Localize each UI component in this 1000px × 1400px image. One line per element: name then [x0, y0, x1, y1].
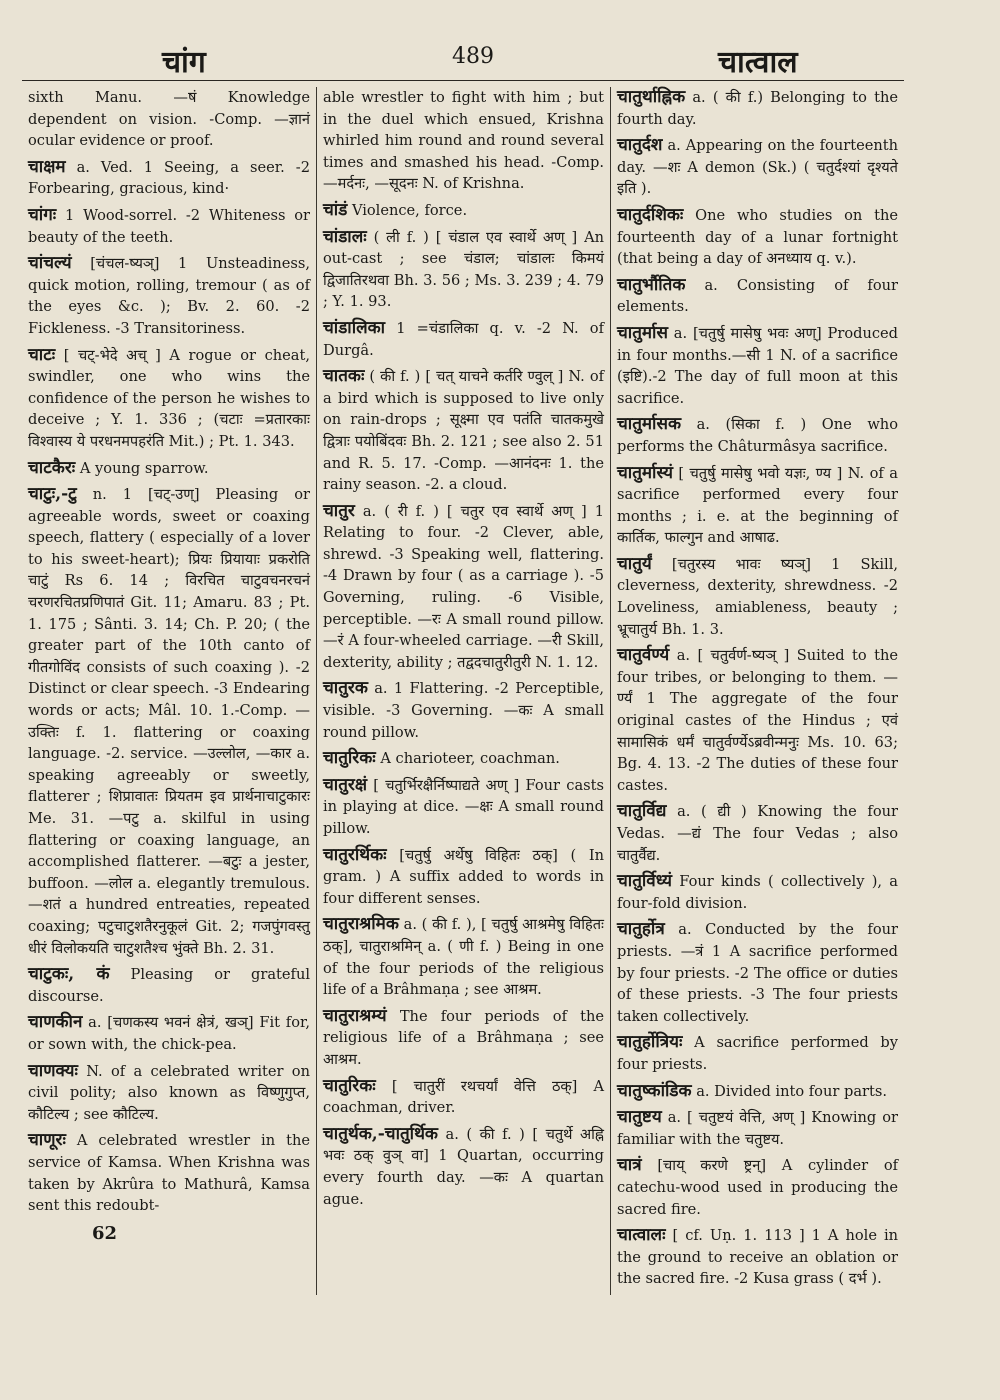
entry-definition: A celebrated wrestler in the service of Kamsa. When Krishna was taken by Akrûra to Mathurâ, Kamsa sent this redoubt-: [28, 1132, 311, 1215]
headword: चातुष्कांडिक: [617, 1080, 692, 1101]
entry-definition: ( ली f. ) [ चंडाल एव स्वार्थे अण् ] An out-cast ; see चंडाल; चांडालः किमयं द्विजातिरथवा Bh. 3. 56 ; Ms. 3. 239 ; 4. 79 ; Y. 1. 93.: [323, 228, 605, 311]
headword: चाणक्यः: [28, 1060, 78, 1081]
signature-mark: 62: [92, 1222, 118, 1244]
headword: चात्रं: [617, 1155, 642, 1176]
dictionary-entry: [323, 775, 604, 840]
dictionary-entry: [617, 87, 898, 130]
dictionary-entry: [617, 1225, 898, 1290]
headword: चातुर: [323, 500, 355, 521]
dictionary-entry: [323, 227, 604, 313]
entry-definition: A sacrifice performed by four priests.: [617, 1034, 899, 1073]
entry-definition: a. ( की f. ) [ चतुर्थे अह्नि भवः ठक् वुञ् वा] 1 Quartan, occurring every fourth day. —कः A quartan ague.: [323, 1125, 605, 1208]
entry-definition: One who studies on the fourteenth day of a lunar fortnight (that being a day of अनध्याय q. v.).: [617, 206, 898, 268]
dictionary-entry: [323, 678, 604, 743]
page-number: 489: [452, 44, 494, 69]
dictionary-entry: [28, 87, 310, 152]
dictionary-entry: [617, 1107, 898, 1150]
entry-definition: N. of a celebrated writer on civil polity; also known as विष्णुगुप्त, कौटिल्य ; see कौटिल्य.: [28, 1062, 310, 1123]
headword: चातुर्यं: [617, 553, 652, 574]
headword: चातुर्मास्यं: [617, 462, 673, 483]
headword: चांडं: [323, 199, 348, 220]
entry-definition: sixth Manu. —षं Knowledge dependent on vision. -Comp. —ज्ञानं ocular evidence or proof.: [28, 89, 310, 150]
headword: चातुर्वर्ण्य: [617, 645, 670, 666]
dictionary-entry: [617, 1155, 898, 1220]
headword: चातुर्भौतिक: [617, 274, 686, 295]
dictionary-entry: [323, 914, 604, 1000]
entry-definition: a. [चतुर्षु मासेषु भवः अण्] Produced in four months.—सी 1 N. of a sacrifice (इष्टि).-2 The day of full moon at this sacrifice.: [617, 324, 899, 407]
entry-definition: A young sparrow.: [79, 459, 209, 477]
dictionary-entry: [28, 1061, 310, 1126]
header-left-guideword: चांग: [162, 45, 206, 80]
headword: चातुर्होत्र: [617, 919, 665, 940]
entry-definition: n. 1 [चट्-उण्] Pleasing or agreeable words, sweet or coaxing speech, flattery ( especially of a lover to his sweet-heart); प्रियः प्रियायाः प्रकरोति चाटुं Rs 6. 14 ; विरचित चाटुवचनरचनं चरणरचितप्रणिपातं Git. 11; Amaru. 83 ; Pt. 1. 175 ; Sânti. 3. 14; Ch. P. 20; ( the greater part of the 10th canto of गीतगोविंद consists of such coaxing ). -2 Distinct or clear speech. -3 Endearing words or acts; Mâl. 10. 1.-Comp. —उक्तिः f. 1. flattering or coaxing language. -2. service. —उल्लोल, —कार a. speaking agreeably or sweetly, flatterer ; शिप्रावातः प्रियतम इव प्रार्थनाचाटुकारः Me. 31. —पटु a. skilful in using flattering or coaxing language, an accomplished flatterer. —बटुः a jester, buffoon. —लोल a. elegantly tremulous. —शतं a hundred entreaties, repeated coaxing; पटुचाटुशतैरनुकूलं Git. 2; गजपुंगवस्तु धीरं विलोकयति चाटुशतैश्च भुंक्ते Bh. 2. 31.: [28, 486, 311, 957]
entry-definition: The four periods of the religious life of a Brâhmaṇa ; see आश्रम.: [323, 1007, 605, 1068]
dictionary-entry: [617, 323, 898, 409]
entry-definition: a. Ved. 1 Seeing, a seer. -2 Forbearing, gracious, kind·: [28, 158, 310, 198]
entry-definition: a. Consisting of four elements.: [617, 276, 898, 316]
entry-definition: [ चट्-भेदे अच् ] A rogue or cheat, swindler, one who wins the confidence of the person he wishes to deceive ; Y. 1. 336 ; (चटाः =प्रतारकाः विश्वास्य ये परधनमपहरंति Mit.) ; Pt. 1. 343.: [28, 346, 310, 450]
entry-definition: a. Conducted by the four priests. —त्रं 1 A sacrifice performed by four priests. -2 The office or duties of these priests. -3 The four priests taken collectively.: [617, 921, 898, 1025]
headword: चात्वालः: [617, 1225, 666, 1246]
dictionary-entry: [28, 458, 310, 480]
columns: [22, 87, 904, 1295]
dictionary-entry: [28, 205, 310, 248]
headword: चांगः: [28, 204, 57, 225]
entry-definition: a. (सिका f. ) One who performs the Châturmâsya sacrifice.: [617, 416, 898, 455]
headword: चातुर्दशिकः: [617, 204, 684, 225]
entry-definition: a. ( की f.) Belonging to the fourth day.: [617, 89, 898, 128]
dictionary-entry: [323, 366, 604, 496]
headword: चातुरक्षं: [323, 774, 368, 795]
entry-definition: [चतुरस्य भावः ष्यञ्] 1 Skill, cleverness, dexterity, shrewdness. -2 Loveliness, amiableness, beauty ; भ्रूचातुर्य Bh. 1. 3.: [617, 555, 899, 638]
headword: चांचल्यं: [28, 253, 72, 274]
dictionary-entry: [617, 1081, 898, 1103]
dictionary-entry: [323, 200, 604, 222]
entry-definition: Violence, force.: [351, 201, 468, 219]
headword: चाणूरः: [28, 1130, 66, 1151]
headword: चाटुकः, कं: [28, 964, 110, 985]
entry-definition: able wrestler to fight with him ; but in the duel which ensued, Krishna whirled him round and round several times and smashed his head. -Comp. —मर्दनः, —सूदनः N. of Krishna.: [323, 89, 604, 193]
entry-definition: [ cf. Uṇ. 1. 113 ] 1 A hole in the ground to receive an oblation or the sacred fire. -2 Kusa grass ( दर्भ ).: [617, 1227, 899, 1288]
dictionary-entry: [323, 1076, 604, 1119]
entry-definition: a. [चणकस्य भवनं क्षेत्रं, खञ्] Fit for, or sown with, the chick-pea.: [28, 1014, 310, 1053]
entry-definition: a. 1 Flattering. -2 Perceptible, visible. -3 Governing. —कः A small round pillow.: [323, 680, 604, 741]
entry-definition: Pleasing or grateful discourse.: [28, 966, 311, 1005]
page-header: [22, 28, 904, 81]
entry-definition: [ चातुरीं रथचर्यां वेत्ति ठक्] A coachman, driver.: [323, 1077, 604, 1117]
headword: चाटकैरः: [28, 457, 76, 478]
dictionary-entry: [28, 1130, 310, 1216]
dictionary-entry: [28, 964, 310, 1007]
dictionary-entry: [28, 157, 310, 200]
dictionary-entry: [617, 645, 898, 796]
headword: चाणकीन: [28, 1012, 83, 1033]
dictionary-entry: [323, 501, 604, 674]
headword: चातुर्मास: [617, 322, 668, 343]
entry-definition: a. ( द्यी ) Knowing the four Vedas. —द्यं The four Vedas ; also चातुर्वैद्य.: [617, 803, 898, 864]
headword: चातुरर्थिकः: [323, 844, 387, 865]
headword: चातुर्थाह्निक: [617, 87, 686, 107]
dictionary-entry: [323, 748, 604, 770]
dictionary-entry: [617, 275, 898, 318]
headword: चांडालः: [323, 226, 367, 247]
dictionary-entry: [617, 135, 898, 200]
headword: चातुर्होत्रियः: [617, 1032, 683, 1053]
dictionary-entry: [28, 345, 310, 453]
headword: चातुर्मासक: [617, 414, 682, 435]
column-1: [22, 87, 316, 1295]
entry-definition: [चाय् करणे ष्ट्रन्] A cylinder of catechu-wood used in producing the sacred fire.: [617, 1157, 899, 1218]
headword: चातुराश्रम्यं: [323, 1005, 387, 1026]
entry-definition: 1 =चंडालिका q. v. -2 N. of Durgâ.: [323, 319, 604, 359]
dictionary-entry: [28, 253, 310, 339]
entry-definition: a. [ चतुष्टयं वेत्ति, अण् ] Knowing or familiar with the चतुष्टय.: [617, 1109, 899, 1148]
entry-definition: a. ( की f. ), [ चतुर्षु आश्रमेषु विहितः ठक्], चातुराश्रमिन् a. ( णी f. ) Being in one of the four periods of the religious life of a Brâhmaṇa ; see आश्रम.: [323, 916, 604, 999]
dictionary-entry: [323, 1124, 604, 1210]
headword: चांडालिका: [323, 317, 386, 338]
headword: चातुरिकः: [323, 1075, 376, 1096]
dictionary-entry: [323, 318, 604, 361]
headword: चातुराश्रमिक: [323, 914, 399, 935]
headword: चातुर्दश: [617, 135, 663, 156]
headword: चाटुः,-टु: [28, 484, 77, 505]
dictionary-entry: [617, 919, 898, 1027]
dictionary-entry: [28, 1012, 310, 1055]
column-2: [316, 87, 610, 1295]
entry-definition: [ चतुर्भिरक्षैर्निष्पाद्यते अण् ] Four casts in playing at dice. —क्षः A small round pillow.: [323, 776, 604, 837]
headword: चातुर्विध्यं: [617, 871, 672, 892]
dictionary-entry: [323, 1006, 604, 1071]
headword: चाटः: [28, 344, 56, 365]
headword: चातकः: [323, 366, 365, 387]
headword: चातुष्टय: [617, 1107, 662, 1128]
entry-definition: [चतुर्षु अर्थेषु विहितः ठक्] ( In gram. ) A suffix added to words in four different senses.: [323, 846, 604, 907]
entry-definition: Four kinds ( collectively ), a four-fold division.: [617, 873, 898, 912]
headword: चाक्षम: [28, 156, 66, 177]
entry-definition: a. ( री f. ) [ चतुर एव स्वार्थे अण् ] 1 Relating to four. -2 Clever, able, shrewd. -3 Speaking well, flattering. -4 Drawn by four ( as a carriage ). -5 Governing, ruling. -6 Visible, perceptible. —रः A small round pillow. —रं A four-wheeled carriage. —री Skill, dexterity, ability ; तद्वदचातुरीतुरी N. 1. 12.: [323, 502, 604, 671]
dictionary-entry: [617, 463, 898, 549]
dictionary-entry: [323, 845, 604, 910]
entry-definition: a. Appearing on the fourteenth day. —शः A demon (Sk.) ( चतुर्दश्यां दृश्यते इति ).: [617, 137, 899, 198]
dictionary-entry: [323, 87, 604, 195]
headword: चातुर्थक,-चातुर्थिक: [323, 1123, 438, 1144]
dictionary-entry: [28, 484, 310, 959]
headword: चातुरक: [323, 678, 368, 699]
entry-definition: [चंचल-ष्यञ्] 1 Unsteadiness, quick motion, rolling, tremour ( as of the eyes &c. ); Bv. 2. 60. -2 Fickleness. -3 Transitoriness.: [28, 255, 310, 337]
dictionary-entry: [617, 871, 898, 914]
headword: चातुरिकः: [323, 748, 376, 769]
headword: चातुर्विद्य: [617, 801, 667, 822]
dictionary-entry: [617, 554, 898, 640]
entry-definition: A charioteer, coachman.: [380, 750, 560, 768]
entry-definition: a. [ चतुर्वर्ण-ष्यञ् ] Suited to the four tribes, or belonging to them. —र्ण्यं 1 The aggregate of the four original castes of the Hindus ; एवं सामासिकं धर्मं चातुर्वर्ण्येऽब्रवीन्मनुः Ms. 10. 63; Bg. 4. 13. -2 The duties of these four castes.: [617, 647, 898, 794]
dictionary-entry: [617, 1032, 898, 1075]
entry-definition: ( की f. ) [ चत् याचने कर्तरि ण्वुल् ] N. of a bird which is supposed to live only on rain-drops ; सूक्ष्मा एव पतंति चातकमुखे द्वित्राः पयोबिंदवः Bh. 2. 121 ; see also 2. 51 and R. 5. 17. -Comp. —आनंदनः 1. the rainy season. -2. a cloud.: [323, 368, 605, 494]
entry-definition: 1 Wood-sorrel. -2 Whiteness or beauty of the teeth.: [28, 206, 311, 246]
column-3: [610, 87, 904, 1295]
header-right-guideword: चात्वाल: [718, 45, 798, 80]
dictionary-entry: [617, 205, 898, 270]
dictionary-entry: [617, 801, 898, 866]
entry-definition: a. Divided into four parts.: [696, 1082, 887, 1100]
entry-definition: [ चतुर्षु मासेषु भवो यज्ञः, ण्य ] N. of a sacrifice performed every four months ; i. e. at the beginning of कार्तिक, फाल्गुन and आषाढ.: [617, 464, 898, 547]
dictionary-entry: [617, 414, 898, 457]
